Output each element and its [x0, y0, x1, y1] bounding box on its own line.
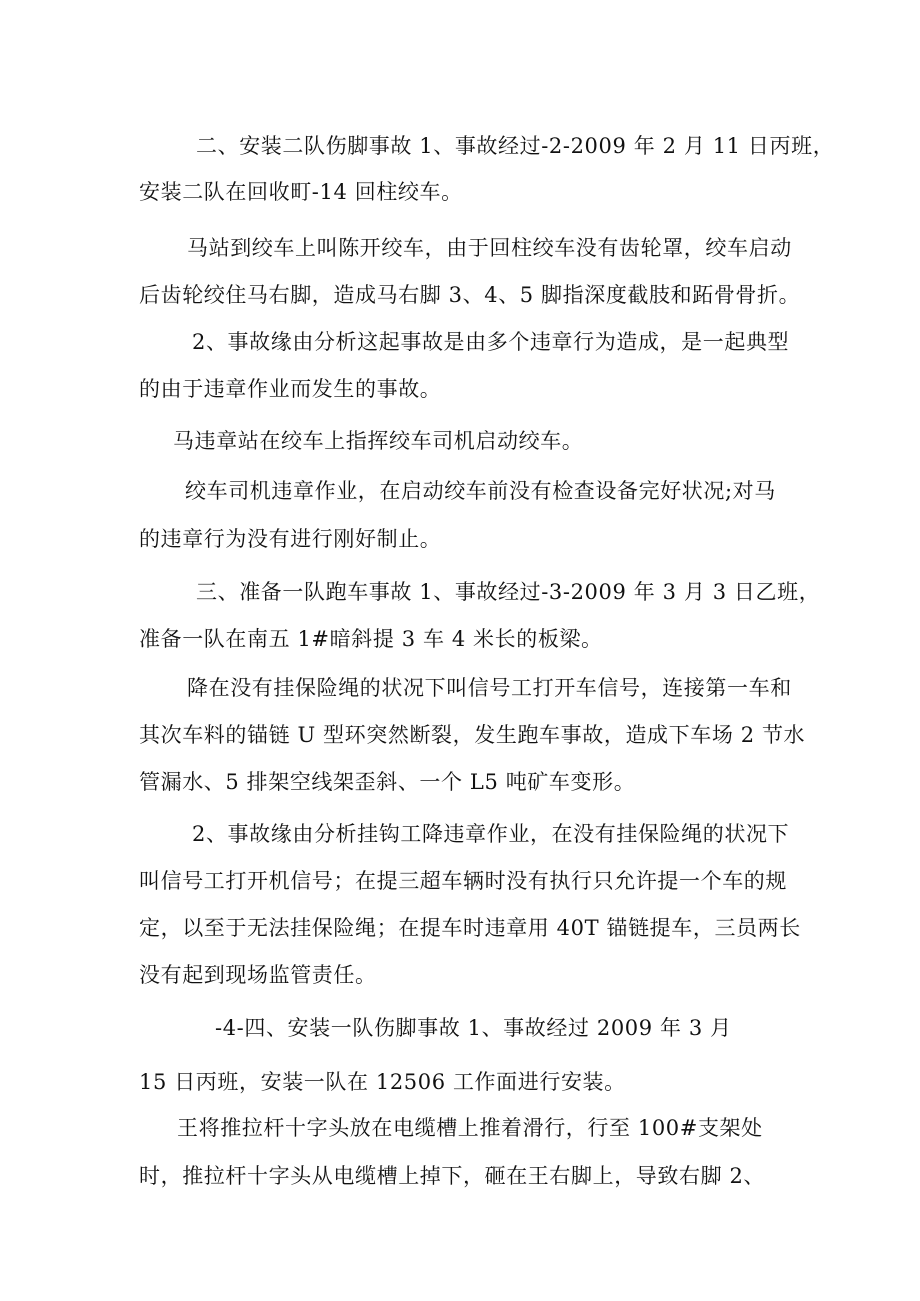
text-line: 准备一队在南五 1#暗斜提 3 车 4 米长的板梁。 — [139, 627, 603, 651]
text-line: 王将推拉杆十字头放在电缆槽上推着滑行，行至 100#支架处 — [177, 1116, 763, 1140]
text-line: 降在没有挂保险绳的状况下叫信号工打开车信号，连接第一车和 — [187, 676, 792, 700]
text-line: 绞车司机违章作业，在启动绞车前没有检查设备完好状况;对马 — [185, 479, 776, 503]
text-line: 后齿轮绞住马右脚，造成马右脚 3、4、5 脚指深度截肢和跖骨骨折。 — [139, 283, 801, 307]
text-line: 2、事故缘由分析挂钩工降违章作业，在没有挂保险绳的状况下 — [192, 822, 790, 846]
text-line: 三、准备一队跑车事故 1、事故经过-3-2009 年 3 月 3 日乙班， — [196, 580, 821, 604]
text-line: 叫信号工打开机信号；在提三超车辆时没有执行只允许提一个车的规 — [139, 869, 787, 893]
text-line: 定，以至于无法挂保险绳；在提车时违章用 40T 锚链提车，三员两长 — [139, 916, 801, 940]
text-line: 管漏水、5 排架空线架歪斜、一个 L5 吨矿车变形。 — [139, 770, 636, 794]
text-line: 没有起到现场监管责任。 — [139, 963, 377, 987]
text-line: 其次车料的锚链 U 型环突然断裂，发生跑车事故，造成下车场 2 节水 — [139, 723, 806, 747]
text-line: 的由于违章作业而发生的事故。 — [139, 377, 442, 401]
text-line: 时，推拉杆十字头从电缆槽上掉下，砸在王右脚上，导致右脚 2、 — [139, 1164, 766, 1188]
text-line: 15 日丙班，安装一队在 12506 工作面进行安装。 — [139, 1070, 626, 1094]
text-line: 二、安装二队伤脚事故 1、事故经过-2-2009 年 2 月 11 日丙班， — [196, 134, 835, 158]
text-line: 安装二队在回收町-14 回柱绞车。 — [139, 180, 463, 204]
text-line: 马站到绞车上叫陈开绞车，由于回柱绞车没有齿轮罩，绞车启动 — [187, 236, 792, 260]
text-line: 的违章行为没有进行刚好制止。 — [139, 527, 442, 551]
text-line: 马违章站在绞车上指挥绞车司机启动绞车。 — [173, 429, 584, 453]
text-line: 2、事故缘由分析这起事故是由多个违章行为造成，是一起典型 — [192, 330, 790, 354]
text-line: -4-四、安装一队伤脚事故 1、事故经过 2009 年 3 月 — [215, 1016, 732, 1040]
